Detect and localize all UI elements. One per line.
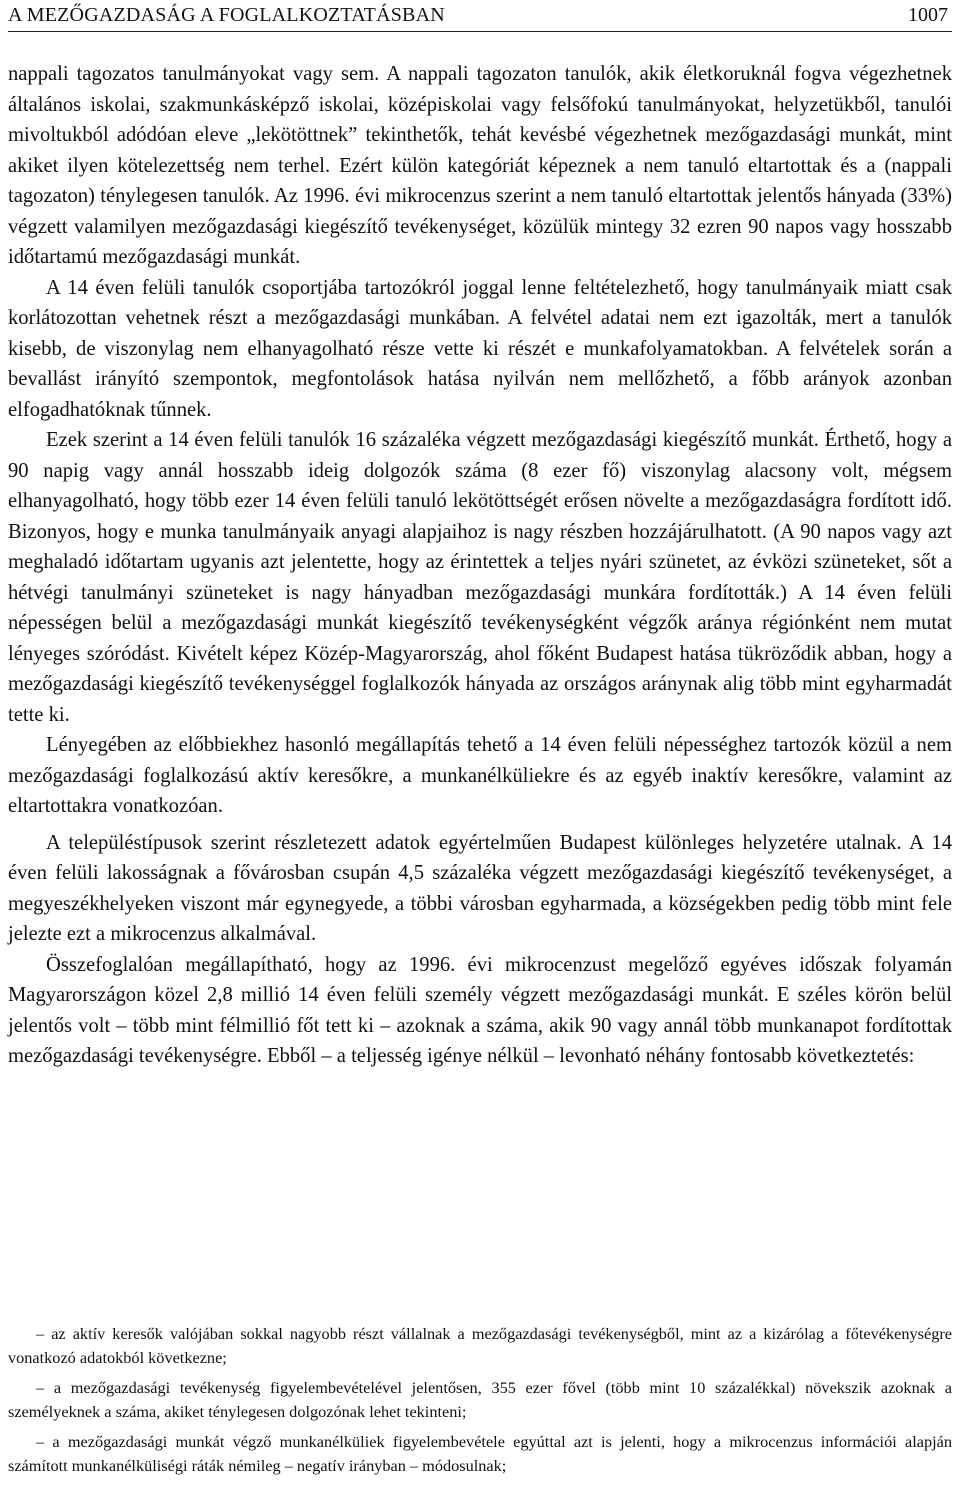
list-item: – a mezőgazdasági tevékenység figyelembevételével jelentősen, 355 ezer fővel (több mint 10 százalékkal) növekszik azoknak a személyeknek a száma, akiket ténylegesen dolgozónak lehet tekinteni; — [8, 1378, 952, 1421]
paragraph-6: Összefoglalóan megállapítható, hogy az 1996. évi mikrocenzust megelőző egyéves időszak folyamán Magyarországon közel 2,8 millió 14 éven felüli személy végzett mezőgazdasági munkát. E széles körön belül jelentős volt – több mint félmillió főt tett ki – azoknak a száma, akik 90 vagy annál több munkanapot fordítottak mezőgazdasági tevékenységre. Ebből – a teljesség igénye nélkül – levonható néhány fontosabb következtetés: — [8, 953, 952, 1067]
paragraph-4: Lényegében az előbbiekhez hasonló megállapítás tehető a 14 éven felüli népességhez tartozók közül a nem mezőgazdasági foglalkozású aktív keresőkre, a munkanélküliekre és az egyéb inaktív keresőkre, valamint az eltartottakra vonatkozóan. — [8, 734, 952, 817]
list-item: – az aktív keresők valójában sokkal nagyobb részt vállalnak a mezőgazdasági tevékenységből, mint az a kizárólag a főtevékenységre vonatkozó adatokból következne; — [8, 1324, 952, 1367]
running-header-title: A MEZŐGAZDASÁG A FOGLALKOZTATÁSBAN — [8, 4, 445, 26]
conclusion-list — [8, 1322, 952, 1484]
page-number: 1007 — [908, 4, 948, 26]
paragraph-5: A településtípusok szerint részletezett adatok egyértelműen Budapest különleges helyzetére utalnak. A 14 éven felüli lakosságnak a fővárosban csupán 4,5 százaléka végzett mezőgazdasági kiegészítő tevékenységet, a megyeszékhelyeken viszont már egynegyede, a többi városban egyharmada, a községekben pedig több mint fele jelezte ezt a mikrocenzus alkalmával. — [8, 831, 952, 945]
paragraph-2: A 14 éven felüli tanulók csoportjába tartozókról joggal lenne feltételezhető, hogy tanulmányaik miatt csak korlátozottan vehetnek részt a mezőgazdasági munkában. A felvétel adatai nem ezt igazolták, mert a tanulók kisebb, de viszonylag nem elhanyagolható része vette ki részét e munkafolyamatokban. A felvételek során a bevallást irányító szempontok, megfontolások hatása nyilván nem mellőzhető, a főbb arányok azonban elfogadhatóknak tűnnek. — [8, 276, 952, 421]
paragraph-3: Ezek szerint a 14 éven felüli tanulók 16 százaléka végzett mezőgazdasági kiegészítő munkát. Érthető, hogy a 90 napig vagy annál hosszabb ideig dolgozók száma (8 ezer fő) viszonylag alacsony volt, mégsem elhanyagolható, hogy több ezer 14 éven felüli tanuló lekötöttségét erősen növelte a mezőgazdaságra fordított idő. Bizonyos, hogy e munka tanulmányaik anyagi alapjaihoz is nagy részben hozzájárulhatott. (A 90 napos vagy azt meghaladó időtartam ugyanis azt jelentette, hogy az érintettek a teljes nyári szünetet, az évközi szüneteket, sőt a hétvégi tanulmányi szüneteket is nagy hányadban mezőgazdasági munkára fordították.) A 14 éven felüli népességen belül a mezőgazdasági munkát kiegészítő tevékenységként végzők aránya régiónként nem mutat lényeges szóródást. Kivételt képez Közép-Magyarország, ahol főként Budapest hatása tükröződik abban, hogy a mezőgazdasági kiegészítő tevékenységgel foglalkozók hányada az országos aránynak alig több mint egyharmadát tette ki. — [8, 429, 952, 726]
paragraph-1: nappali tagozatos tanulmányokat vagy sem. A nappali tagozaton tanulók, akik életkoruknál fogva végezhetnek általános iskolai, szakmunkásképző iskolai, középiskolai vagy felsőfokú tanulmányokat, helyzetükből, tanulói mivoltukból adódóan eleve „lekötöttnek” tekinthetők, tehát kevésbé végezhetnek mezőgazdasági munkát, mint akiket ilyen kötelezettség nem terhel. Ezért külön kategóriát képeznek a nem tanuló eltartottak és a (nappali tagozaton) ténylegesen tanulók. Az 1996. évi mikrocenzus szerint a nem tanuló eltartottak jelentős hányada (33%) végzett valamilyen mezőgazdasági kiegészítő tevékenységet, közülük mintegy 32 ezren 90 napos vagy hosszabb időtartamú mezőgazdasági munkát. — [8, 63, 952, 268]
running-header — [8, 2, 952, 32]
body-text — [8, 59, 952, 1072]
list-item: – a mezőgazdasági munkát végző munkanélküliek figyelembevétele egyúttal azt is jelenti, hogy a mikrocenzus információi alapján számított munkanélküliségi ráták némileg – negatív irányban – módosulnak; — [8, 1432, 952, 1475]
